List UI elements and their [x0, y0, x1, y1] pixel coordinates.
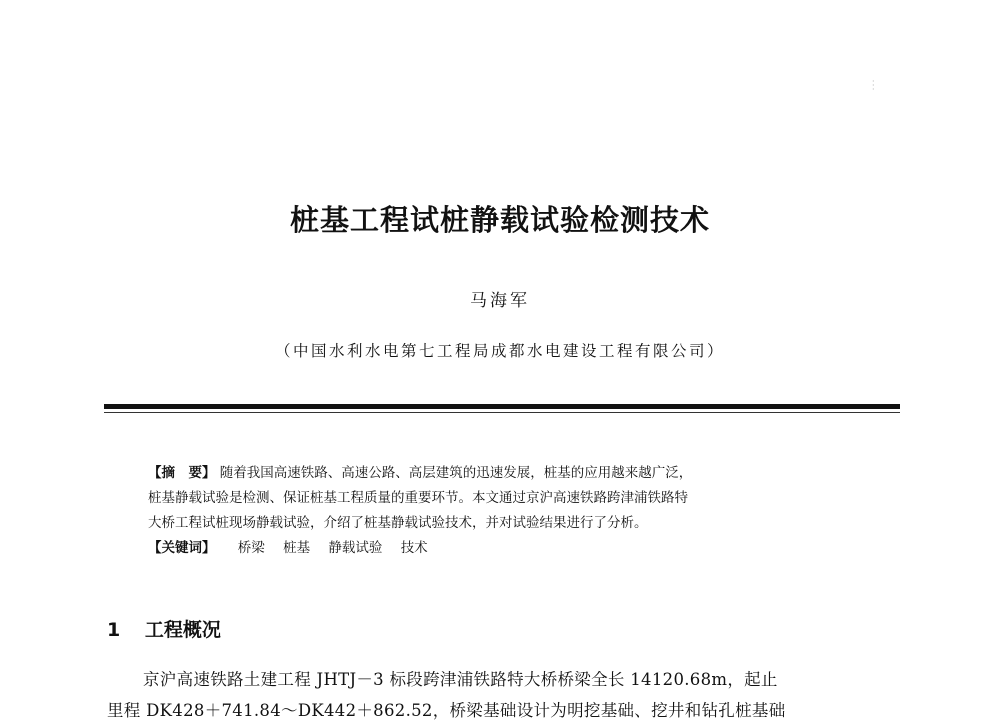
body-line-1: 京沪高速铁路土建工程 JHTJ－3 标段跨津浦铁路特大桥桥梁全长 14120.68m，起止 — [143, 670, 778, 689]
abstract-label: 【摘 要】 — [148, 465, 216, 481]
section-number: 1 — [107, 619, 121, 641]
section-body — [107, 664, 902, 726]
header-rule-thick — [104, 404, 900, 409]
section-heading — [107, 616, 221, 644]
abstract-line-3: 大桥工程试桩现场静载试验，介绍了桩基静载试验技术，并对试验结果进行了分析。 — [148, 515, 648, 531]
abstract-text-1: 随着我国高速铁路、高速公路、高层建筑的迅速发展，桩基的应用越来越广泛， — [219, 465, 693, 481]
author-name: 马海军 — [470, 291, 530, 311]
abstract-block — [148, 461, 868, 561]
paper-title: 桩基工程试桩静载试验检测技术 — [289, 203, 710, 237]
keyword-item: 桩基 — [283, 540, 311, 556]
keyword-item: 桥梁 — [237, 540, 265, 556]
keyword-item: 静载试验 — [328, 540, 383, 556]
keyword-item: 技术 — [400, 540, 428, 556]
keywords-row — [148, 536, 868, 561]
author-affiliation: （中国水利水电第七工程局成都水电建设工程有限公司） — [274, 342, 725, 360]
scan-speck-decoration: · · · — [872, 77, 881, 94]
abstract-line-1 — [148, 461, 868, 486]
abstract-line-2: 桩基静载试验是检测、保证桩基工程质量的重要环节。本文通过京沪高速铁路跨津浦铁路特 — [148, 490, 688, 506]
section-title: 工程概况 — [144, 619, 221, 641]
header-rule-thin — [104, 412, 900, 413]
keywords-label: 【关键词】 — [148, 540, 216, 556]
body-line-2: 里程 DK428＋741.84～DK442＋862.52，桥梁基础设计为明挖基础、挖井和钻孔桩基础 — [107, 701, 786, 720]
